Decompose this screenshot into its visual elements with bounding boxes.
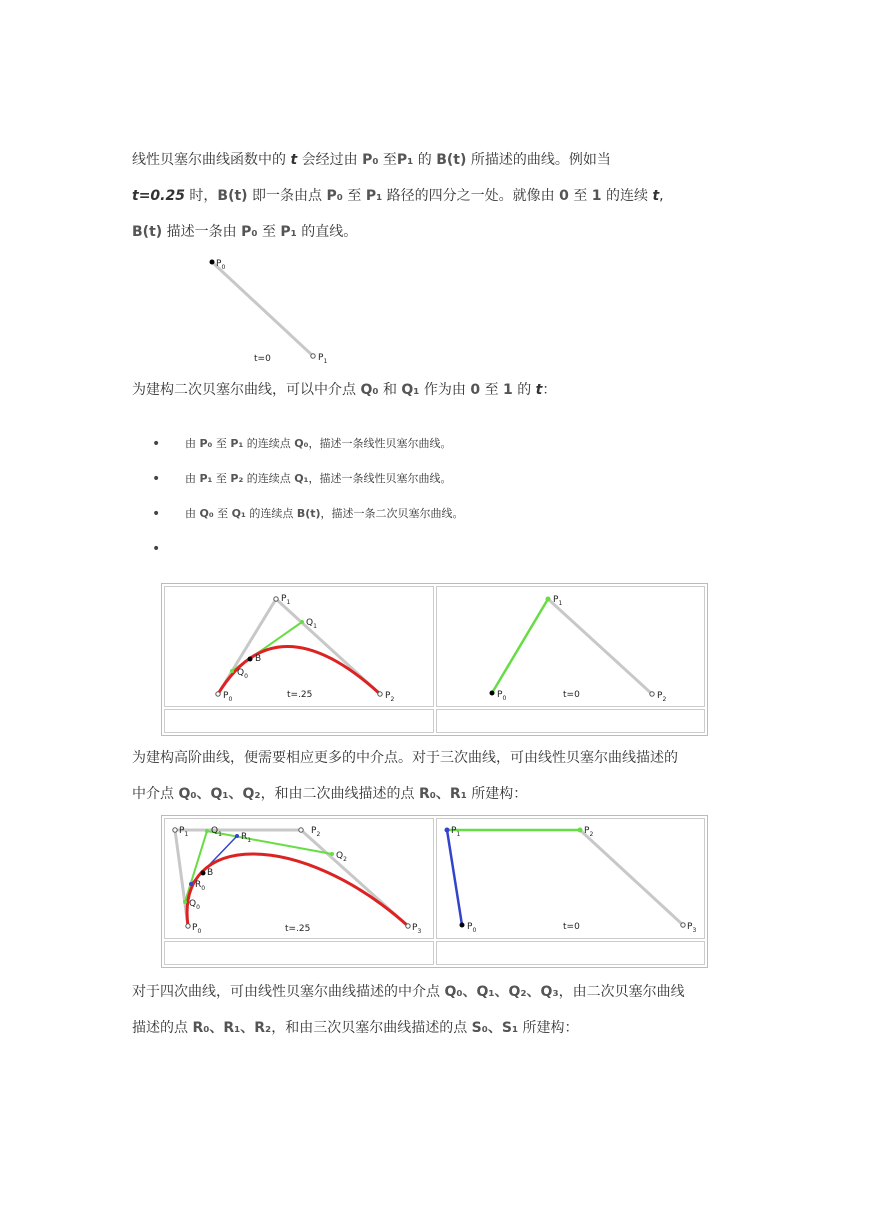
- q-segment: [492, 599, 548, 693]
- cubic-left-cell: [164, 818, 434, 939]
- svg-text:P0: $P_0$: [223, 691, 233, 703]
- cubic-right-cell: [436, 818, 705, 939]
- cubic-right-figure: [437, 819, 704, 938]
- svg-text:P1: $P_1$: [179, 826, 189, 838]
- svg-text:B: B: [207, 868, 214, 878]
- cubic-caption-left: [164, 941, 434, 965]
- quadratic-caption-left: [164, 709, 434, 733]
- t-label: t=0: [563, 690, 580, 700]
- cubic-caption-right: [436, 941, 705, 965]
- p2-point: [650, 692, 654, 696]
- q0-point: [230, 669, 234, 673]
- svg-text:P0: $P_0$: [192, 923, 202, 935]
- svg-text:Q0: $Q_0$: [237, 668, 248, 680]
- quadratic-right-figure: [437, 587, 704, 706]
- bezier-curve: [187, 854, 408, 926]
- svg-text:P3: $P_3$: [412, 923, 422, 935]
- p1-line2: t=0.25 时，B(t) 即一条由点 P₀ 至 P₁ 路径的四分之一处。就像由 0 至 1 的连续 t,: [132, 188, 664, 204]
- svg-text:P1: $P_1$: [281, 594, 291, 606]
- svg-text:Q1: $Q_1$: [211, 826, 222, 838]
- p1-label: $P_1$: [318, 353, 328, 365]
- p1-point: [311, 354, 315, 358]
- paragraph-linear: [132, 142, 752, 250]
- svg-text:B: B: [255, 654, 262, 664]
- svg-text:R0: $R_0$: [195, 880, 206, 892]
- quadratic-figure-table: [161, 583, 708, 736]
- cubic-figure-table: [161, 815, 708, 968]
- paragraph-cubic: 为建构高阶曲线，便需要相应更多的中介点。对于三次曲线，可由线性贝塞尔曲线描述的 中介点 Q₀、Q₁、Q₂，和由二次曲线描述的点 R₀、R₁ 所建构：: [132, 750, 678, 802]
- quadratic-left-figure: [165, 587, 433, 706]
- svg-text:P2: $P_2$: [657, 691, 667, 703]
- svg-text:Q1: $Q_1$: [306, 618, 317, 630]
- svg-text:P2: $P_2$: [385, 691, 395, 703]
- linear-bezier-figure: [200, 252, 350, 370]
- svg-text:Q0: $Q_0$: [189, 899, 200, 911]
- svg-text:P0: $P_0$: [497, 690, 507, 702]
- p0-label: $P_0$: [216, 259, 226, 271]
- svg-text:P2: $P_2$: [584, 826, 594, 838]
- list-item: • 由 Q₀ 至 Q₁ 的连续点 B(t)，描述一条二次贝塞尔曲线。: [152, 500, 464, 535]
- p1-point: [274, 597, 278, 601]
- quadratic-left-cell: [164, 586, 434, 707]
- list-item: • 由 P₀ 至 P₁ 的连续点 Q₀，描述一条线性贝塞尔曲线。: [152, 430, 464, 465]
- paragraph-quadratic: 为建构二次贝塞尔曲线，可以中介点 Q₀ 和 Q₁ 作为由 0 至 1 的 t：: [132, 382, 557, 398]
- t-label: t=.25: [287, 690, 313, 700]
- cubic-left-figure: [165, 819, 433, 938]
- linear-segment: [212, 262, 313, 356]
- svg-text:P1: $P_1$: [553, 595, 563, 607]
- bullet-list: [152, 430, 464, 570]
- p0-point: [216, 692, 220, 696]
- list-item: • 由 P₁ 至 P₂ 的连续点 Q₁，描述一条线性贝塞尔曲线。: [152, 465, 464, 500]
- q1-point: [300, 620, 304, 624]
- svg-text:P0: $P_0$: [467, 922, 477, 934]
- svg-text:P2: $P_2$: [311, 826, 321, 838]
- p1-line1: 线性贝塞尔曲线函数中的 t 会经过由 P₀ 至P₁ 的 B(t) 所描述的曲线。例如当: [132, 152, 611, 168]
- p2-point: [378, 692, 382, 696]
- t-label: t=0: [563, 922, 580, 932]
- t-label: t=0: [254, 354, 271, 364]
- svg-text:R1: $R_1$: [241, 832, 252, 844]
- t-label: t=.25: [285, 924, 311, 934]
- paragraph-quartic: 对于四次曲线，可由线性贝塞尔曲线描述的中介点 Q₀、Q₁、Q₂、Q₃，由二次贝塞尔曲线 描述的点 R₀、R₁、R₂，和由三次贝塞尔曲线描述的点 S₀、S₁ 所建构：: [132, 984, 685, 1036]
- svg-text:Q2: $Q_2$: [336, 851, 347, 863]
- quadratic-right-cell: [436, 586, 705, 707]
- p1-line3: B(t) 描述一条由 P₀ 至 P₁ 的直线。: [132, 224, 358, 240]
- b-point: [248, 657, 253, 662]
- p0-point: [210, 260, 215, 265]
- list-item: [152, 535, 464, 570]
- p0-point: [490, 691, 495, 696]
- p1-point: [546, 597, 551, 602]
- svg-text:P3: $P_3$: [687, 922, 697, 934]
- quadratic-caption-right: [436, 709, 705, 733]
- svg-text:P1: $P_1$: [451, 826, 461, 838]
